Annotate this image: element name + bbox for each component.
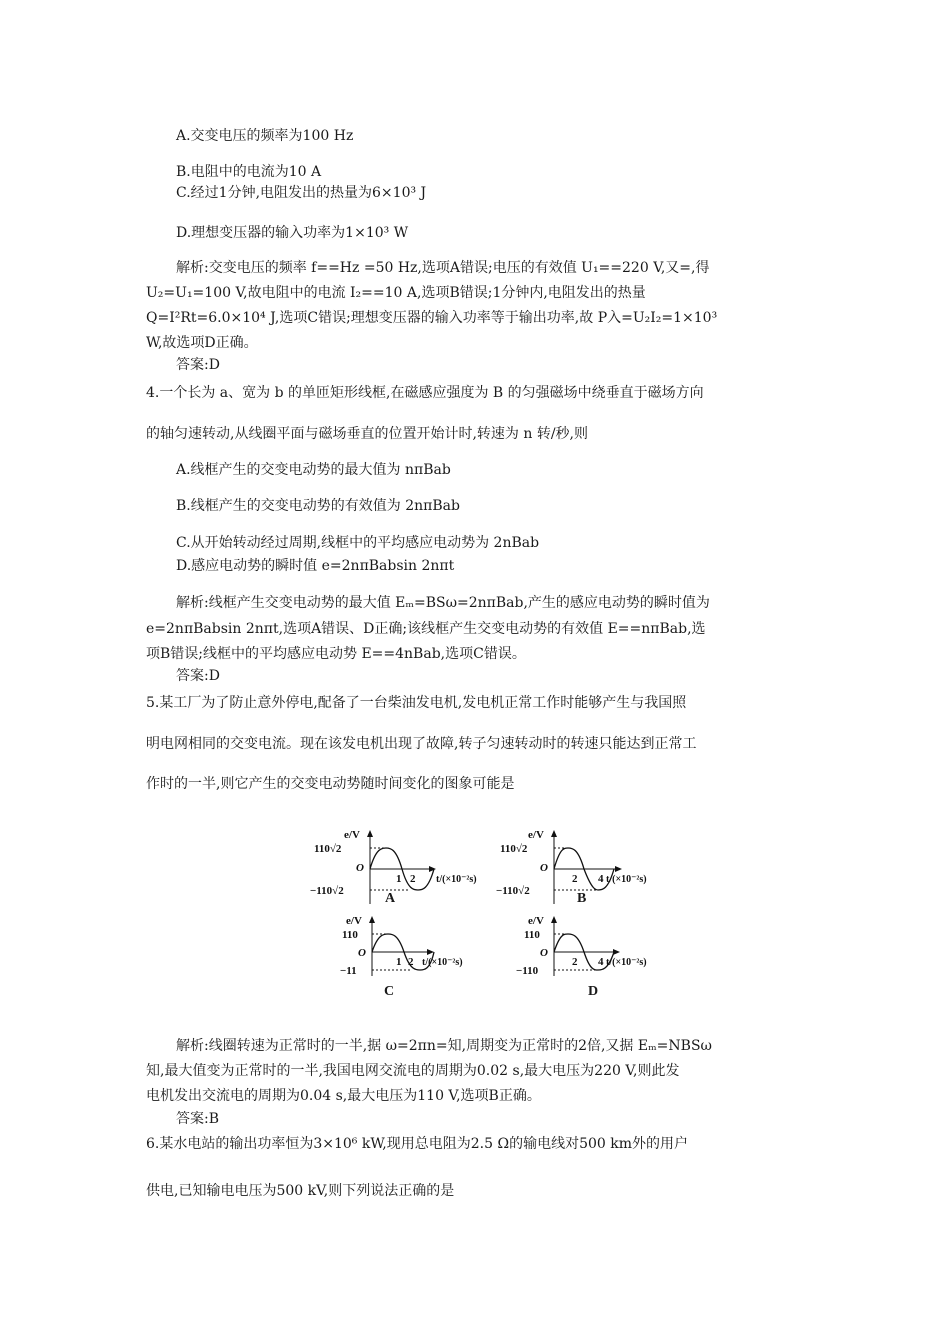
q4-option-b: B.线框产生的交变电动势的有效值为 2nπBab bbox=[176, 498, 460, 514]
graph-d-xlabel: t/(×10⁻²s) bbox=[606, 957, 647, 968]
graph-b-label: B bbox=[577, 891, 587, 906]
q4-analysis-line: 解析:线框产生交变电动势的最大值 Eₘ=BSω=2nπBab,产生的感应电动势的瞬时值为 bbox=[176, 595, 710, 611]
graph-a-ymax: 110√2 bbox=[314, 843, 342, 855]
q4-answer: 答案:D bbox=[176, 668, 220, 684]
q5-answer: 答案:B bbox=[176, 1111, 220, 1127]
graph-c-ymax: 110 bbox=[342, 929, 358, 941]
q5-analysis-line: 解析:线圈转速为正常时的一半,据 ω=2πn=知,周期变为正常时的2倍,又据 Eₘ=NBSω bbox=[176, 1038, 712, 1054]
graph-b-xtick: 4 bbox=[598, 873, 604, 885]
graph-b bbox=[496, 826, 680, 910]
q5-stem-line: 明电网相同的交变电流。现在该发电机出现了故障,转子匀速转动时的转速只能达到正常工 bbox=[146, 736, 697, 752]
q5-analysis-line: 知,最大值变为正常时的一半,我国电网交流电的周期为0.02 s,最大电压为220 V,则此发 bbox=[146, 1063, 680, 1079]
q6-stem-line: 供电,已知输电电压为500 kV,则下列说法正确的是 bbox=[146, 1183, 455, 1199]
q3-option-b: B.电阻中的电流为10 A bbox=[176, 164, 322, 180]
graph-d bbox=[512, 912, 682, 978]
graph-a-ymin: −110√2 bbox=[310, 885, 344, 897]
graph-d-xtick: 4 bbox=[598, 956, 604, 968]
graph-a-label: A bbox=[385, 891, 396, 906]
graph-b-ymax: 110√2 bbox=[500, 843, 528, 855]
q4-option-d: D.感应电动势的瞬时值 e=2nπBabsin 2nπt bbox=[176, 558, 455, 574]
graph-b-xlabel: t/(×10⁻²s) bbox=[606, 874, 647, 885]
graph-b-xtick: 2 bbox=[572, 873, 578, 885]
graph-c-xtick: 1 bbox=[396, 956, 402, 968]
graph-c-ylabel: e/V bbox=[346, 915, 362, 927]
graph-b-ylabel: e/V bbox=[528, 829, 544, 841]
graph-c-xtick: 2 bbox=[408, 956, 414, 968]
graph-a-xtick: 1 bbox=[396, 873, 402, 885]
q3-analysis-line: W,故选项D正确。 bbox=[146, 335, 258, 351]
q6-stem-line: 6.某水电站的输出功率恒为3×10⁶ kW,现用总电阻为2.5 Ω的输电线对500 km外的用户 bbox=[146, 1136, 688, 1152]
graph-d-ymax: 110 bbox=[524, 929, 540, 941]
graph-d-ylabel: e/V bbox=[528, 915, 544, 927]
q3-answer: 答案:D bbox=[176, 357, 220, 373]
graph-d-origin: O bbox=[540, 947, 548, 959]
q3-analysis-line: 解析:交变电压的频率 f==Hz =50 Hz,选项A错误;电压的有效值 U₁==220 V,又=,得 bbox=[176, 260, 710, 276]
graph-c-label: C bbox=[384, 984, 395, 999]
graph-c-origin: O bbox=[358, 947, 366, 959]
graph-b-origin: O bbox=[540, 862, 548, 874]
graph-a-origin: O bbox=[356, 862, 364, 874]
graph-b-ymin: −110√2 bbox=[496, 885, 530, 897]
graph-a bbox=[310, 826, 490, 910]
q3-option-a: A.交变电压的频率为100 Hz bbox=[176, 128, 354, 144]
graph-d-xtick: 2 bbox=[572, 956, 578, 968]
q4-analysis-line: 项B错误;线框中的平均感应电动势 E==4nBab,选项C错误。 bbox=[146, 646, 526, 662]
q5-analysis-line: 电机发出交流电的周期为0.04 s,最大电压为110 V,选项B正确。 bbox=[146, 1088, 541, 1104]
graph-c-xlabel: t/(×10⁻²s) bbox=[422, 957, 463, 968]
graph-c-ymin: −11 bbox=[340, 965, 357, 977]
q4-stem-line: 4.一个长为 a、宽为 b 的单匝矩形线框,在磁感应强度为 B 的匀强磁场中绕垂直于磁场方向 bbox=[146, 385, 704, 401]
q4-option-c: C.从开始转动经过周期,线框中的平均感应电动势为 2nBab bbox=[176, 535, 540, 551]
graph-d-label: D bbox=[588, 984, 599, 999]
graph-d-ymin: −110 bbox=[516, 965, 539, 977]
q4-option-a: A.线框产生的交变电动势的最大值为 nπBab bbox=[176, 462, 451, 478]
graph-a-ylabel: e/V bbox=[344, 829, 360, 841]
graph-c bbox=[320, 912, 490, 978]
q3-option-d: D.理想变压器的输入功率为1×10³ W bbox=[176, 225, 409, 241]
q5-stem-line: 5.某工厂为了防止意外停电,配备了一台柴油发电机,发电机正常工作时能够产生与我国照 bbox=[146, 695, 687, 711]
q3-option-c: C.经过1分钟,电阻发出的热量为6×10³ J bbox=[176, 185, 427, 201]
graph-a-xlabel: t/(×10⁻²s) bbox=[436, 874, 477, 885]
q4-analysis-line: e=2nπBabsin 2nπt,选项A错误、D正确;该线框产生交变电动势的有效值 E==nπBab,选 bbox=[146, 621, 706, 637]
q3-analysis-line: U₂=U₁=100 V,故电阻中的电流 I₂==10 A,选项B错误;1分钟内,电阻发出的热量 bbox=[146, 285, 646, 301]
q3-analysis-line: Q=I²Rt=6.0×10⁴ J,选项C错误;理想变压器的输入功率等于输出功率,故 P入=U₂I₂=1×10³ bbox=[146, 310, 718, 326]
q5-stem-line: 作时的一半,则它产生的交变电动势随时间变化的图象可能是 bbox=[146, 776, 515, 792]
q4-stem-line: 的轴匀速转动,从线圈平面与磁场垂直的位置开始计时,转速为 n 转/秒,则 bbox=[146, 426, 588, 442]
graph-a-xtick: 2 bbox=[410, 873, 416, 885]
